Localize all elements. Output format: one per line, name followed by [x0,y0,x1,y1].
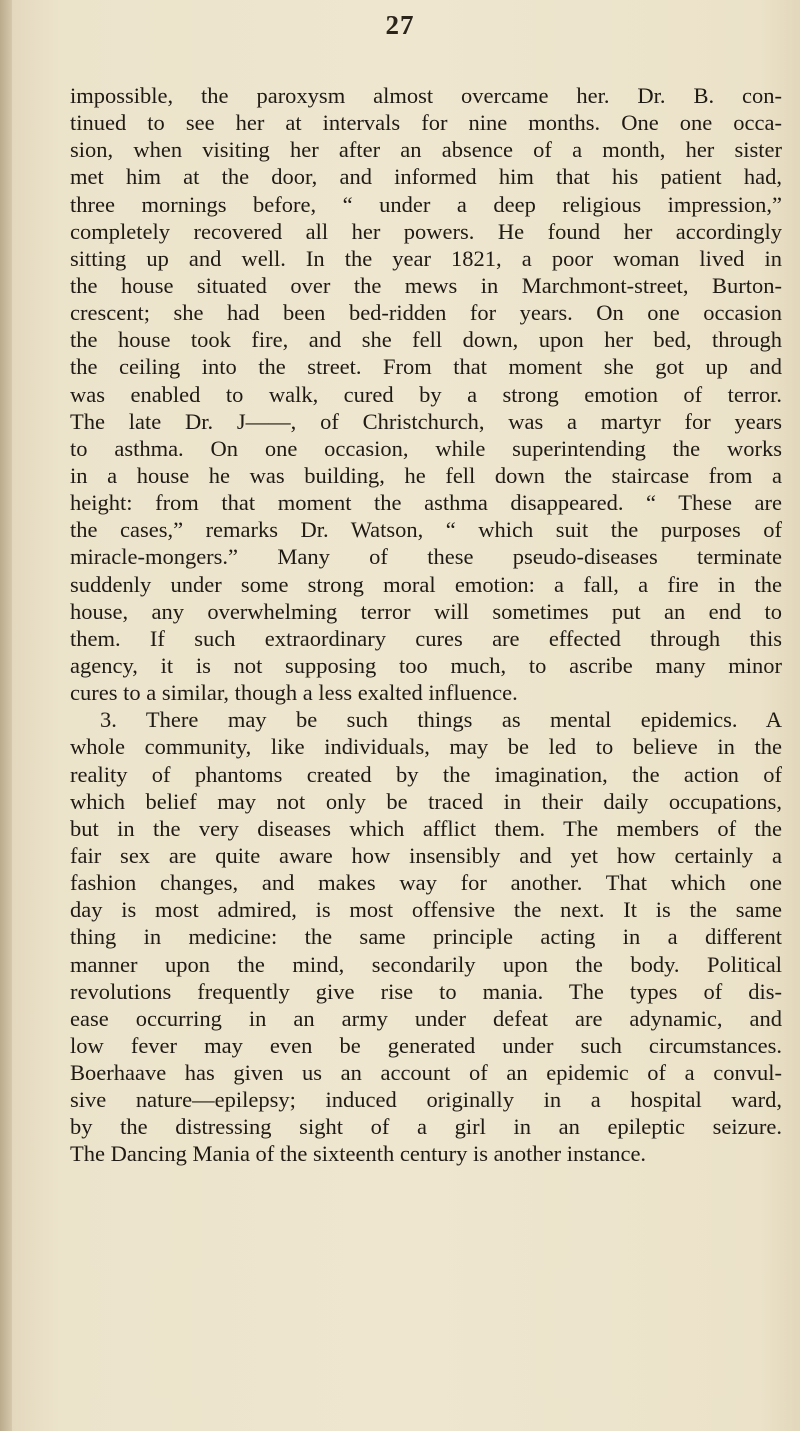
text-line: fashion changes, and makes way for another. That which one [70,870,782,896]
text-line: The Dancing Mania of the sixteenth century is another instance. [70,1141,647,1167]
text-line: revolutions frequently give rise to mania. The types of dis- [70,978,782,1004]
body-text [70,82,782,1168]
text-line: day is most admired, is most offensive the next. It is the same [70,897,782,923]
text-line: three mornings before, “ under a deep religious impression,” [70,191,782,217]
paragraph-start-line: 3. There may be such things as mental epidemics. A [100,707,782,733]
text-line: sitting up and well. In the year 1821, a poor woman lived in [70,245,782,271]
paragraph-end-line: cures to a similar, though a less exalted influence. [70,680,518,706]
text-line: tinued to see her at intervals for nine months. One one occa- [70,110,782,136]
text-line: whole community, like individuals, may be led to believe in the [70,734,782,760]
text-line: sion, when visiting her after an absence of a month, her sister [70,137,782,163]
text-line: the ceiling into the street. From that moment she got up and [70,354,782,380]
text-line: Boerhaave has given us an account of an epidemic of a convul- [70,1060,782,1086]
text-line: met him at the door, and informed him that his patient had, [70,164,782,190]
text-line: the house situated over the mews in Marchmont-street, Burton- [70,272,782,298]
text-line: ease occurring in an army under defeat are adynamic, and [70,1005,782,1031]
text-line: to asthma. On one occasion, while superintending the works [70,435,782,461]
text-line: crescent; she had been bed-ridden for years. On one occasion [70,300,782,326]
text-line: by the distressing sight of a girl in an epileptic seizure. [70,1114,782,1140]
text-line: miracle-mongers.” Many of these pseudo-diseases terminate [70,544,782,570]
text-line: impossible, the paroxysm almost overcame her. Dr. B. con- [70,83,782,108]
page-gutter-shadow [0,0,12,1431]
text-line: The late Dr. J——, of Christchurch, was a martyr for years [70,408,782,434]
text-line: house, any overwhelming terror will sometimes put an end to [70,598,782,624]
text-line: completely recovered all her powers. He found her accordingly [70,218,782,244]
text-line: manner upon the mind, secondarily upon the body. Political [70,951,782,977]
text-line: suddenly under some strong moral emotion: a fall, a fire in the [70,571,782,597]
text-line: height: from that moment the asthma disappeared. “ These are [70,490,782,516]
text-line: which belief may not only be traced in their daily occupations, [70,788,782,814]
text-line: them. If such extraordinary cures are effected through this [70,625,782,651]
text-line: the house took fire, and she fell down, upon her bed, through [70,327,782,353]
text-line: in a house he was building, he fell down the staircase from a [70,462,782,488]
text-line: reality of phantoms created by the imagination, the action of [70,761,782,787]
text-line: low fever may even be generated under such circumstances. [70,1032,782,1058]
text-line: the cases,” remarks Dr. Watson, “ which suit the purposes of [70,517,782,543]
text-line: thing in medicine: the same principle acting in a different [70,924,782,950]
text-line: but in the very diseases which afflict them. The members of the [70,815,782,841]
text-line: sive nature—epilepsy; induced originally in a hospital ward, [70,1087,782,1113]
text-line: fair sex are quite aware how insensibly and yet how certainly a [70,842,782,868]
text-line: agency, it is not supposing too much, to ascribe many minor [70,652,782,678]
page-number: 27 [385,10,415,40]
text-line: was enabled to walk, cured by a strong emotion of terror. [70,381,782,407]
